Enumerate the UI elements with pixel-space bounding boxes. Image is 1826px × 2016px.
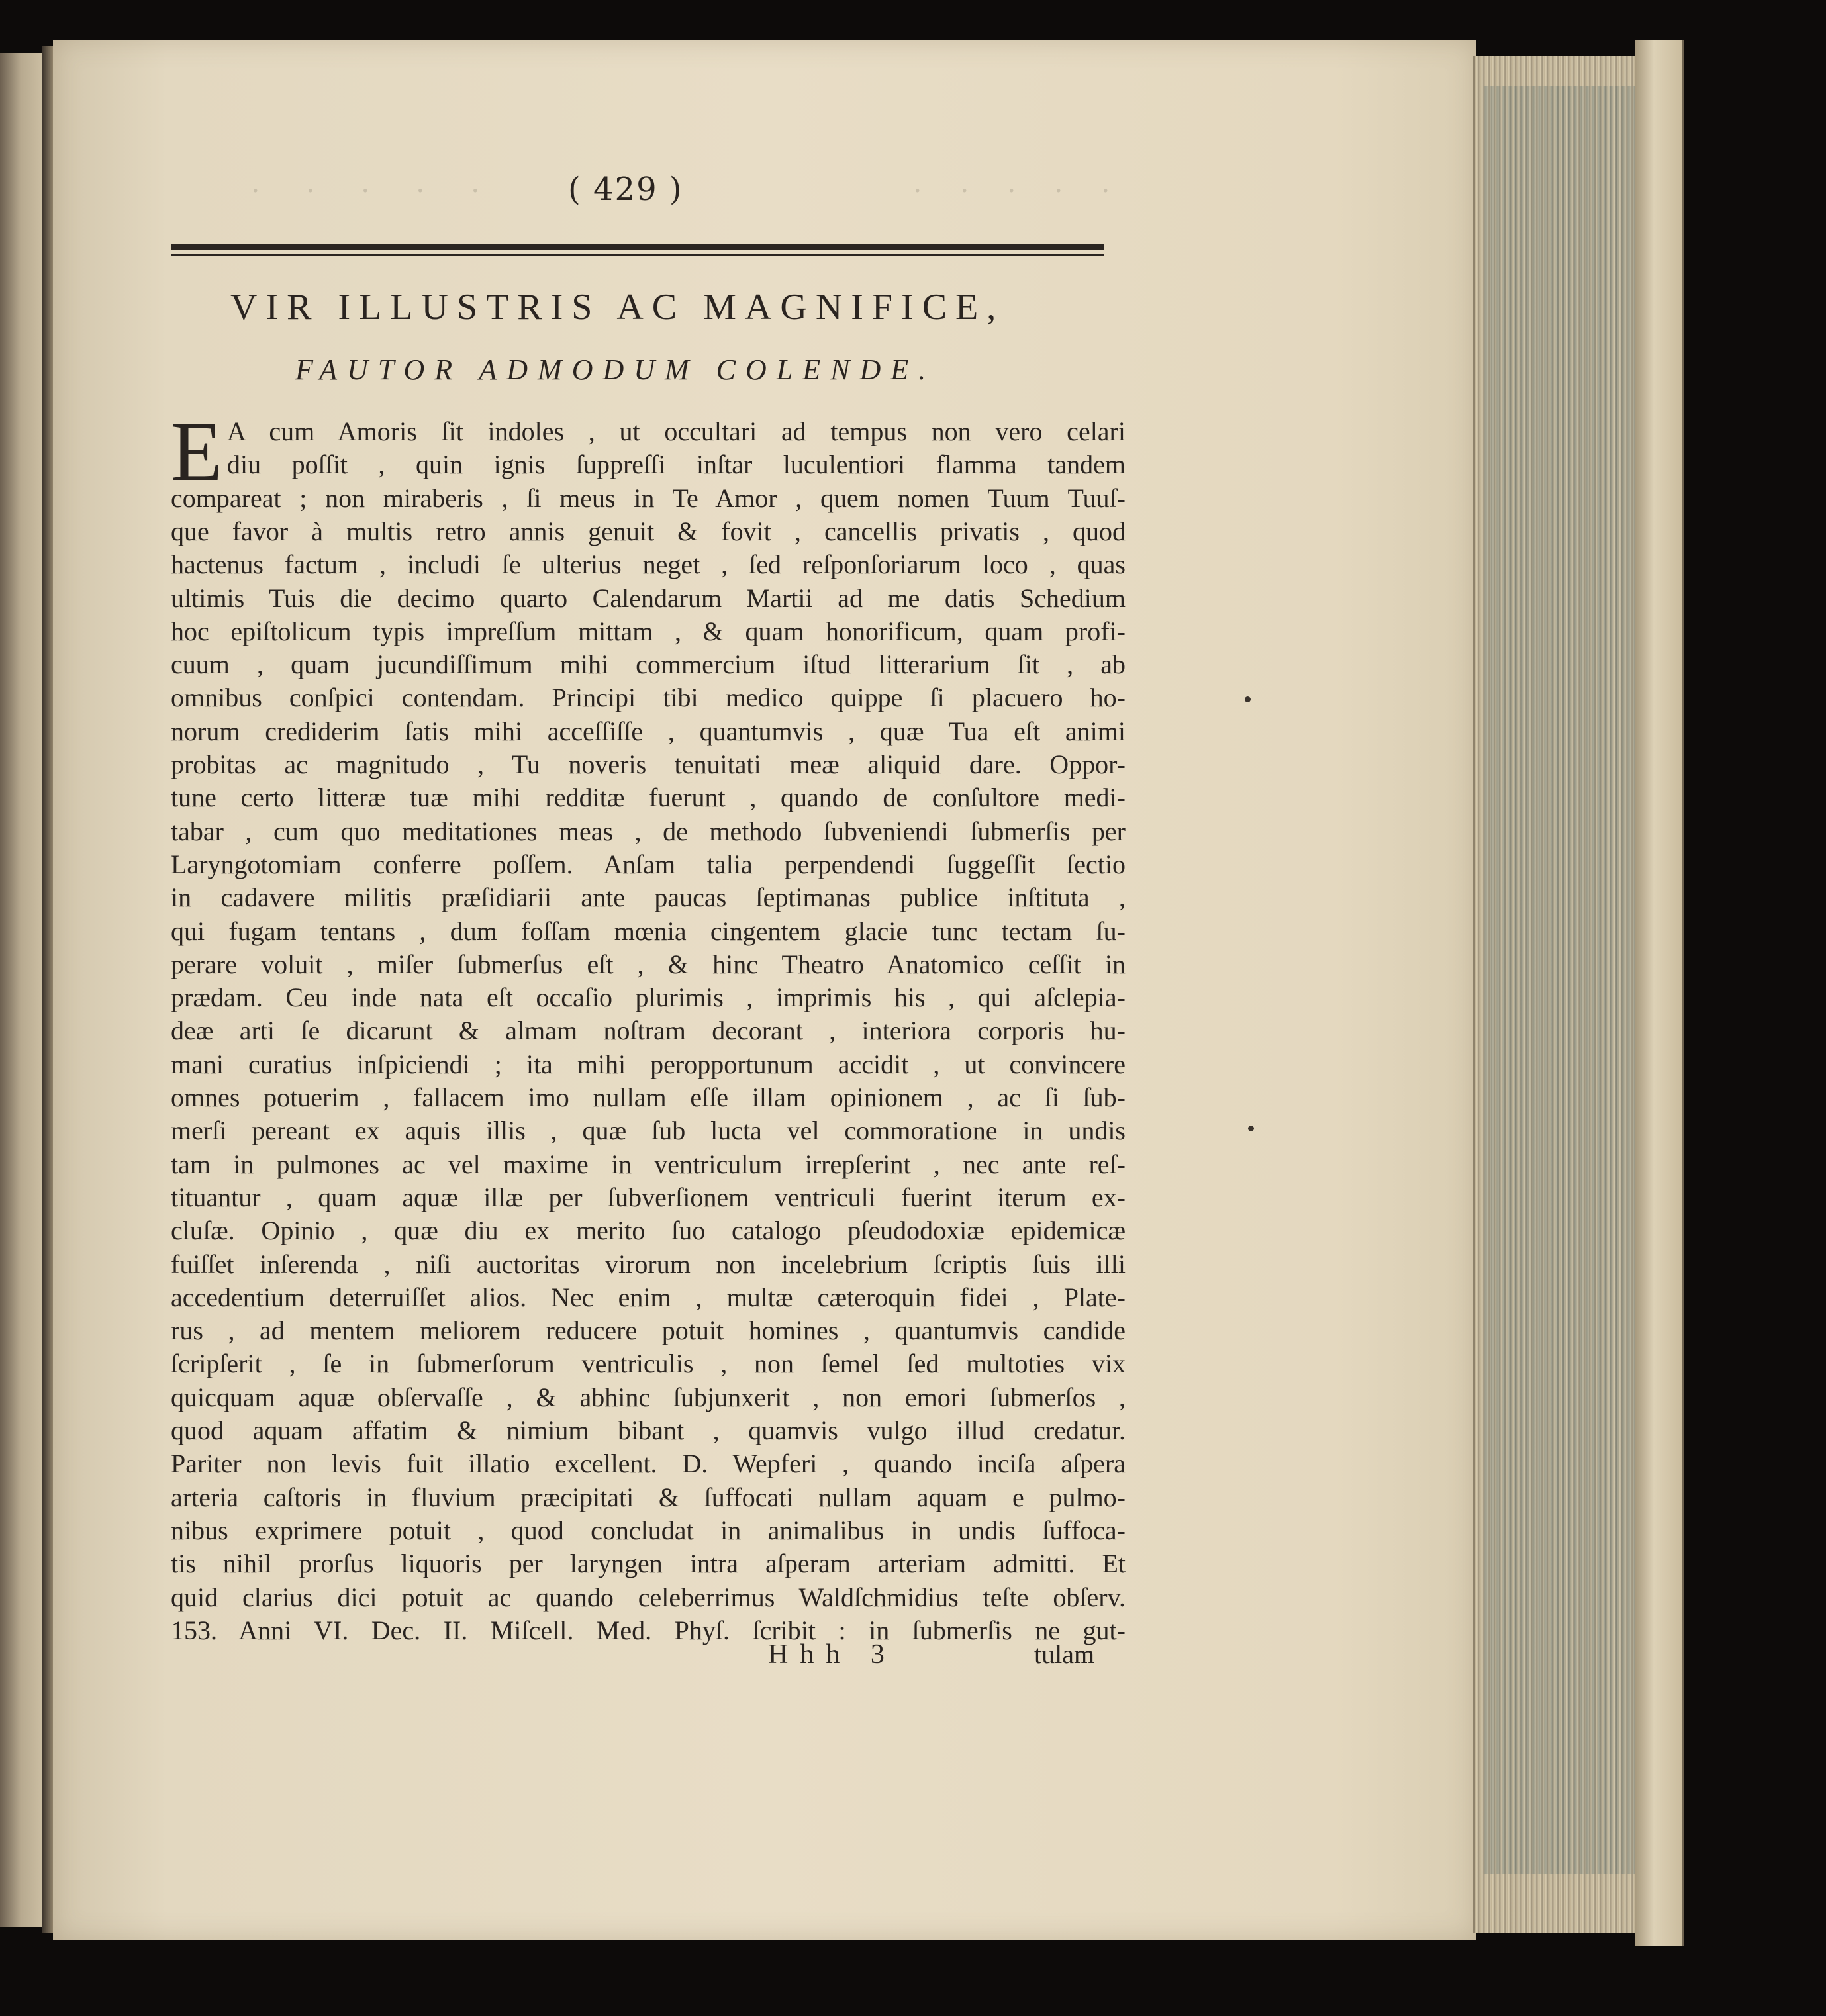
body-line: prædam. Ceu inde nata eſt occaſio plurimis , imprimis his , qui aſclepia-	[171, 983, 1126, 1013]
paper-speck	[1248, 1126, 1254, 1131]
body-line: mani curatius inſpiciendi ; ita mihi peropportunum accidit , ut convincere	[171, 1049, 1126, 1079]
body-line: tabar , cum quo meditationes meas , de methodo ſubveniendi ſubmerſis per	[171, 816, 1126, 846]
body-line: cluſæ. Opinio , quæ diu ex merito ſuo catalogo pſeudodoxiæ epidemicæ	[171, 1216, 1126, 1246]
body-line: quod aquam affatim & nimium bibant , quamvis vulgo illud credatur.	[171, 1416, 1126, 1445]
body-line: nibus exprimere potuit , quod concludat in animalibus in undis ſuffoca-	[171, 1515, 1126, 1545]
body-line: omnes potuerim , fallacem imo nullam eſſe illam opinionem , ac ſi ſub-	[171, 1082, 1126, 1112]
body-line: ſcripſerit , ſe in ſubmerſorum ventriculis , non ſemel ſed multoties vix	[171, 1349, 1126, 1379]
salutation-heading: VIR ILLUSTRIS AC MAGNIFICE,	[230, 287, 1005, 328]
body-line: norum crediderim ſatis mihi acceſſiſſe , quantumvis , quæ Tua eſt animi	[171, 716, 1126, 746]
body-line: qui fugam tentans , dum foſſam mœnia cingentem glacie tunc tectam ſu-	[171, 916, 1126, 946]
body-line: fuiſſet inſerenda , niſi auctoritas virorum non incelebrium ſcriptis ſuis illi	[171, 1249, 1126, 1279]
body-line: hoc epiſtolicum typis impreſſum mittam , & quam honorificum, quam profi-	[171, 616, 1126, 646]
catchword: tulam	[1034, 1639, 1095, 1669]
body-line: compareat ; non miraberis , ſi meus in Te Amor , quem nomen Tuum Tuuſ-	[171, 483, 1126, 513]
show-through-text: . . . . .	[252, 165, 499, 199]
body-line: tis nihil prorſus liquoris per laryngen intra aſperam arteriam admitti. Et	[171, 1549, 1126, 1579]
body-line: quid clarius dici potuit ac quando celeberrimus Waldſchmidius teſte obſerv.	[171, 1582, 1126, 1612]
page-edge-staining	[1483, 86, 1635, 1874]
body-line: rus , ad mentem meliorem reducere potuit homines , quantumvis candide	[171, 1316, 1126, 1346]
facing-page-edge	[0, 53, 48, 1927]
body-line: omnibus conſpici contendam. Principi tibi medico quippe ſi placuero ho-	[171, 683, 1126, 713]
body-line: hactenus factum , includi ſe ulterius neget , ſed reſponſoriarum loco , quas	[171, 550, 1126, 580]
body-line: merſi pereant ex aquis illis , quæ ſub lucta vel commoratione in undis	[171, 1116, 1126, 1146]
subsalutation-heading: FAUTOR ADMODUM COLENDE.	[295, 354, 936, 386]
body-line: tam in pulmones ac vel maxime in ventriculum irrepſerint , nec ante reſ-	[171, 1149, 1126, 1179]
body-line: accedentium deterruiſſet alios. Nec enim , multæ cæteroquin fidei , Plate-	[171, 1282, 1126, 1312]
body-line: cuum , quam jucundiſſimum mihi commercium iſtud litterarium ſit , ab	[171, 649, 1126, 680]
paper-speck	[1245, 696, 1251, 702]
body-line: arteria caſtoris in fluvium præcipitati & ſuffocati nullam aquam e pulmo-	[171, 1482, 1126, 1512]
body-line: diu poſſit , quin ignis ſuppreſſi inſtar luculentiori flamma tandem	[227, 450, 1126, 480]
body-line: deæ arti ſe dicarunt & almam noſtram decorant , interiora corporis hu-	[171, 1016, 1126, 1046]
body-line: 153. Anni VI. Dec. II. Miſcell. Med. Phyſ. ſcribit : in ſubmerſis ne gut-	[171, 1615, 1126, 1645]
body-line: probitas ac magnitudo , Tu noveris tenuitati meæ aliquid dare. Oppor-	[171, 749, 1126, 779]
body-line: tituantur , quam aquæ illæ per ſubverſionem ventriculi fuerint iterum ex-	[171, 1182, 1126, 1212]
page-number-header: ( 429 )	[568, 171, 683, 208]
body-line: A cum Amoris ſit indoles , ut occultari ad tempus non vero celari	[227, 416, 1126, 446]
back-cover-edge	[1635, 40, 1684, 1946]
signature-mark: Hhh 3	[768, 1639, 896, 1670]
header-rule-thin	[171, 254, 1104, 256]
drop-cap: E	[171, 405, 223, 499]
body-line: tune certo litteræ tuæ mihi redditæ fuerunt , quando de conſultore medi-	[171, 783, 1126, 813]
show-through-text-right: . . . . .	[914, 165, 1126, 199]
body-line: Pariter non levis fuit illatio excellent. D. Wepferi , quando inciſa aſpera	[171, 1449, 1126, 1479]
body-line: Laryngotomiam conferre poſſem. Anſam talia perpendendi ſuggeſſit ſectio	[171, 849, 1126, 879]
body-line: que favor à multis retro annis genuit & fovit , cancellis privatis , quod	[171, 516, 1126, 546]
body-line: ultimis Tuis die decimo quarto Calendarum Martii ad me datis Schedium	[171, 583, 1126, 613]
header-rule-thick	[171, 244, 1104, 250]
body-line: quicquam aquæ obſervaſſe , & abhinc ſubjunxerit , non emori ſubmerſos ,	[171, 1382, 1126, 1412]
body-line: in cadavere militis præſidiarii ante paucas ſeptimanas publice inſtituta ,	[171, 883, 1126, 913]
body-line: perare voluit , miſer ſubmerſus eſt , & hinc Theatro Anatomico ceſſit in	[171, 949, 1126, 979]
